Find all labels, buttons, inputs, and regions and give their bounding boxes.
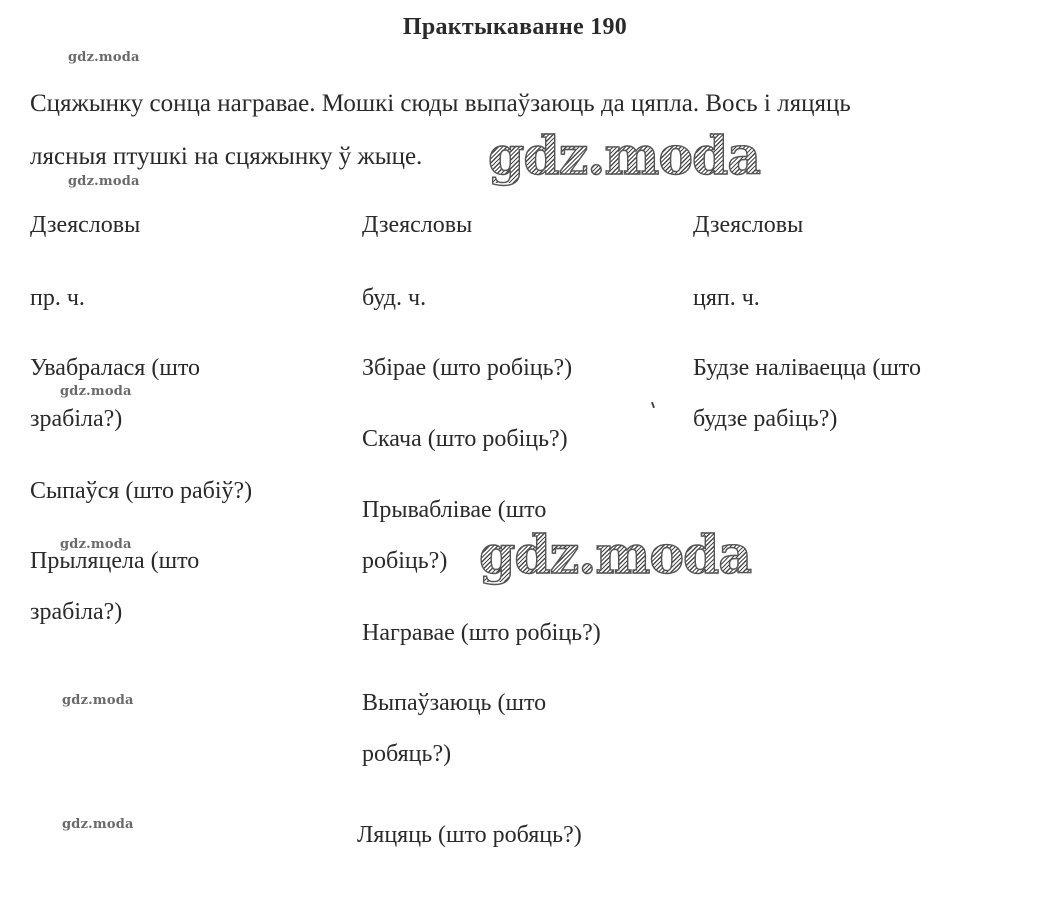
column-2-item: Прываблівае (што [362,497,547,523]
column-2-item: Скача (што робіць?) [362,426,568,452]
column-2-item: робіць?) [362,548,448,574]
column-3-tense: цяп. ч. [693,285,760,311]
watermark-small: gdz.moda [60,384,132,399]
column-2-item: Ляцяць (што робяць?) [357,822,582,848]
column-1-item: Прыляцела (што [30,548,200,574]
column-2-item: Збірае (што робіць?) [362,355,573,381]
watermark-small: gdz.moda [68,50,140,65]
watermark-large: gdz.moda [488,126,761,187]
watermark-small: gdz.moda [62,817,134,832]
paragraph-line-1: Сцяжынку сонца награвае. Мошкі сюды выпаўзаюць да цяпла. Вось і ляцяць [30,90,851,117]
paragraph-line-2: лясныя птушкі на сцяжынку ў жыце. [30,143,423,170]
column-1-tense: пр. ч. [30,285,85,311]
column-3-item: будзе рабіць?) [693,406,838,432]
column-2-tense: буд. ч. [362,285,427,311]
column-2-item: робяць?) [362,741,452,767]
column-2-item: Награвае (што робіць?) [362,620,601,646]
column-1-item: зрабіла?) [30,406,123,432]
column-3-header: Дзеясловы [693,212,804,238]
watermark-small: gdz.moda [62,693,134,708]
column-2-header: Дзеясловы [362,212,473,238]
column-1-header: Дзеясловы [30,212,141,238]
column-1-item: Сыпаўся (што рабіў?) [30,478,253,504]
column-1-item: зрабіла?) [30,599,123,625]
column-2-item: Выпаўзаюць (што [362,690,547,716]
page-title: Практыкаванне 190 [402,14,628,40]
column-1-item: Увабралася (што [30,355,200,381]
watermark-small: gdz.moda [60,537,132,552]
stray-mark [651,402,655,408]
column-3-item: Будзе наліваецца (што [693,355,921,381]
watermark-large: gdz.moda [479,525,752,586]
watermark-small: gdz.moda [68,174,140,189]
